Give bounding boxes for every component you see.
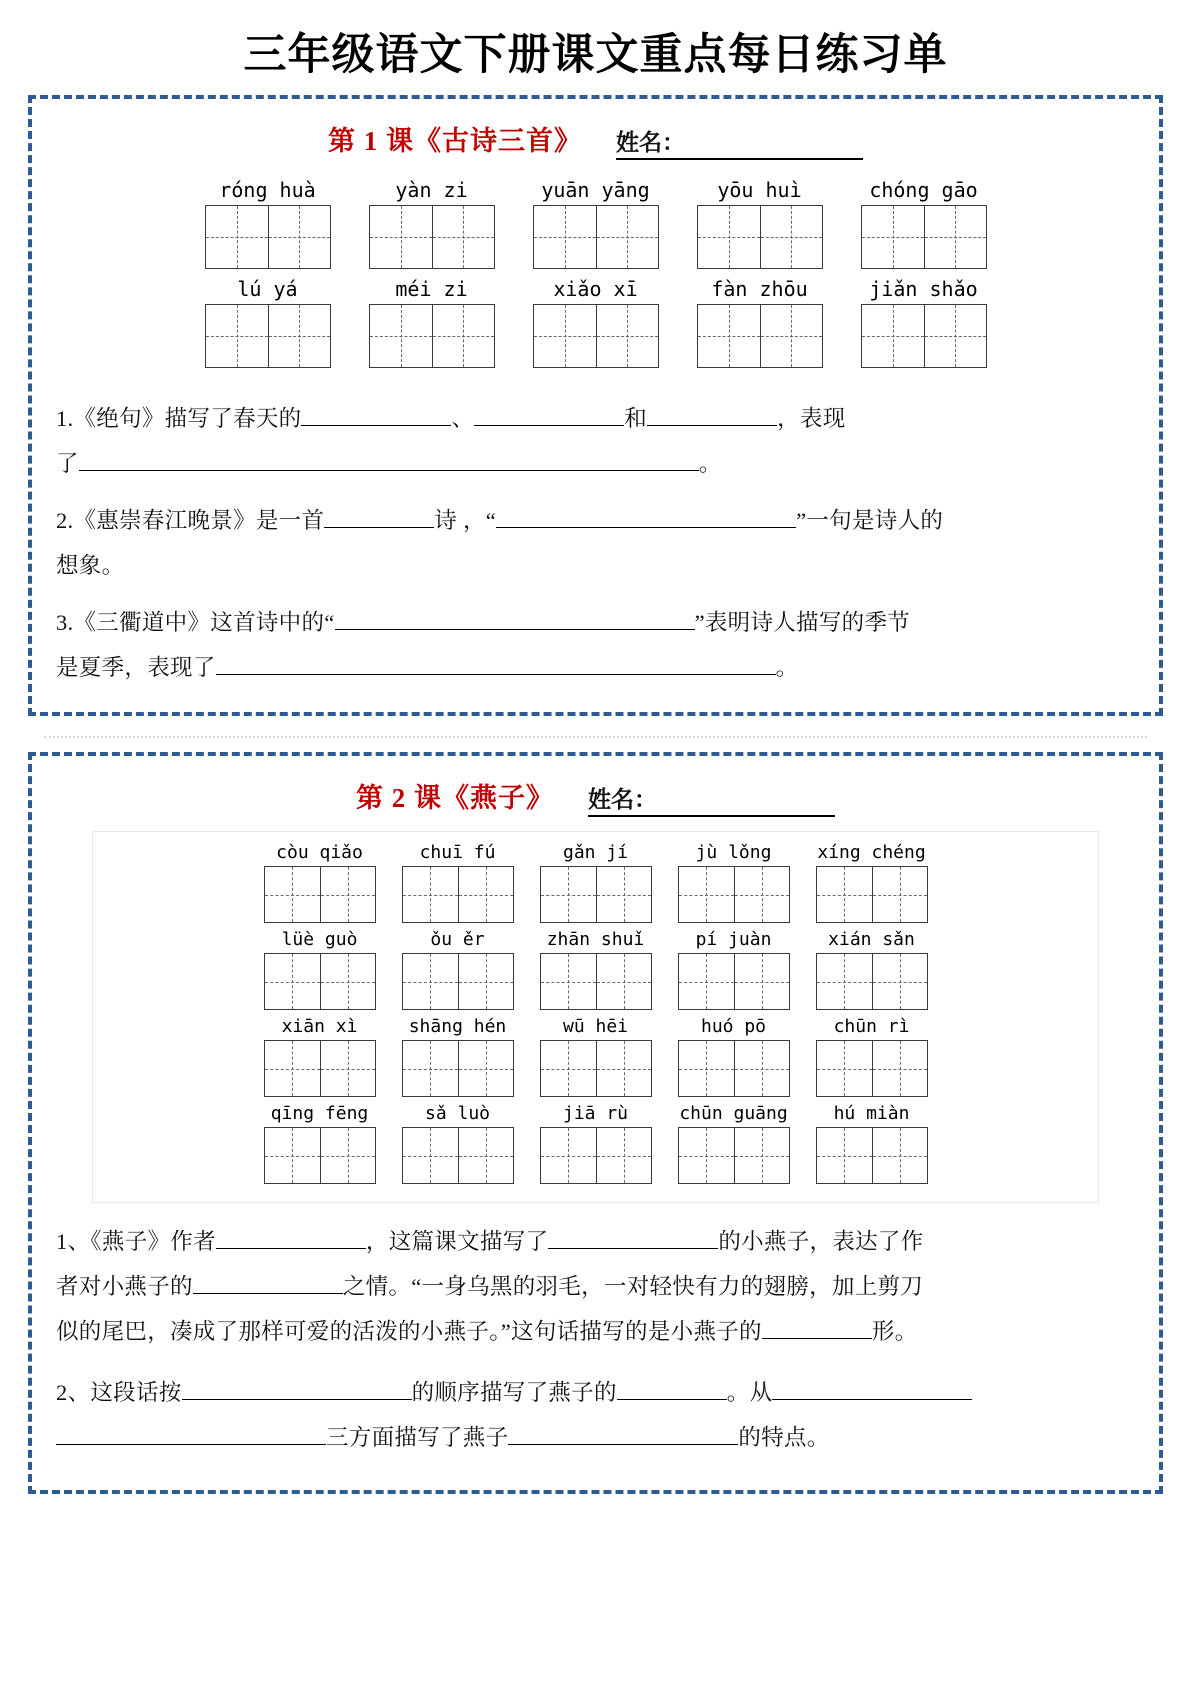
pinyin-cell [678, 1016, 790, 1097]
tianzige-square[interactable] [872, 1041, 927, 1096]
pinyin-cell [533, 178, 659, 269]
tianzige-box[interactable] [402, 1040, 514, 1097]
pinyin-cell [264, 929, 376, 1010]
answer-blank[interactable] [182, 1376, 412, 1401]
pinyin-cell [264, 1103, 376, 1184]
tianzige-square[interactable] [320, 1128, 375, 1183]
pinyin-cell [264, 1016, 376, 1097]
pinyin-cell [678, 842, 790, 923]
tianzige-box[interactable] [205, 205, 331, 269]
answer-blank[interactable] [508, 1421, 738, 1446]
pinyin-label: zhān shuǐ [546, 929, 645, 951]
tianzige-square[interactable] [734, 1041, 789, 1096]
tianzige-square[interactable] [734, 954, 789, 1009]
pinyin-cell [369, 277, 495, 368]
pinyin-cell [540, 842, 652, 923]
tianzige-box[interactable] [369, 304, 495, 368]
question-text: 的顺序描写了燕子的 [411, 1380, 617, 1406]
tianzige-square[interactable] [679, 1128, 734, 1183]
tianzige-square[interactable] [596, 305, 658, 367]
answer-blank[interactable] [474, 402, 624, 427]
tianzige-box[interactable] [816, 1127, 928, 1184]
question-text: ”表明诗人描写的季节 [694, 610, 911, 636]
answer-blank[interactable] [193, 1270, 343, 1295]
lesson-1-header [50, 113, 1141, 164]
pinyin-cell [861, 178, 987, 269]
pinyin-row [93, 1103, 1098, 1184]
pinyin-label: hú miàn [833, 1103, 910, 1125]
question-item [56, 600, 1135, 690]
tianzige-square[interactable] [734, 1128, 789, 1183]
tianzige-square[interactable] [817, 954, 872, 1009]
tianzige-square[interactable] [320, 1041, 375, 1096]
pinyin-label: chuī fú [419, 842, 496, 864]
pinyin-cell [369, 178, 495, 269]
tianzige-square[interactable] [924, 305, 986, 367]
lesson-card-2 [28, 752, 1163, 1494]
pinyin-cell [205, 178, 331, 269]
tianzige-square[interactable] [698, 305, 760, 367]
pinyin-label: jiā rù [562, 1103, 629, 1125]
question-text: 是夏季，表现了 [56, 655, 216, 681]
answer-blank[interactable] [324, 504, 434, 529]
tianzige-square[interactable] [403, 1128, 458, 1183]
lesson-card-1 [28, 95, 1163, 716]
question-text: 之情。“一身乌黑的羽毛，一对轻快有力的翅膀，加上剪刀 [342, 1274, 924, 1300]
pinyin-cell [402, 1016, 514, 1097]
pinyin-cell [816, 1103, 928, 1184]
lesson-2-questions [50, 1207, 1141, 1480]
tianzige-box[interactable] [697, 304, 823, 368]
tianzige-square[interactable] [541, 1041, 596, 1096]
tianzige-square[interactable] [370, 206, 432, 268]
tianzige-square[interactable] [698, 206, 760, 268]
name-label: 姓名： [616, 124, 685, 160]
question-text: 、 [451, 406, 475, 432]
tianzige-box[interactable] [540, 1040, 652, 1097]
tianzige-square[interactable] [268, 206, 330, 268]
pinyin-label: sǎ luò [424, 1103, 491, 1125]
pinyin-label: xíng chéng [817, 842, 926, 864]
pinyin-cell [861, 277, 987, 368]
tianzige-box[interactable] [533, 205, 659, 269]
question-text: 2.《惠崇春江晚景》是一首 [56, 508, 325, 534]
tianzige-box[interactable] [540, 866, 652, 923]
tianzige-square[interactable] [541, 954, 596, 1009]
pinyin-cell [402, 1103, 514, 1184]
tianzige-box[interactable] [369, 205, 495, 269]
tianzige-square[interactable] [596, 206, 658, 268]
tianzige-square[interactable] [862, 206, 924, 268]
pinyin-row [93, 842, 1098, 923]
tianzige-box[interactable] [678, 953, 790, 1010]
answer-blank[interactable] [216, 1225, 366, 1250]
pinyin-label: jù lǒng [695, 842, 772, 864]
lesson-2-pinyin-grid [92, 831, 1099, 1203]
pinyin-label: shāng hén [408, 1016, 507, 1038]
pinyin-label: méi zi [395, 277, 468, 302]
tianzige-square[interactable] [872, 867, 927, 922]
tianzige-box[interactable] [264, 1040, 376, 1097]
tianzige-square[interactable] [541, 1128, 596, 1183]
tianzige-square[interactable] [265, 954, 320, 1009]
tianzige-square[interactable] [596, 867, 651, 922]
tianzige-square[interactable] [458, 954, 513, 1009]
answer-blank[interactable] [548, 1225, 718, 1250]
tianzige-box[interactable] [861, 304, 987, 368]
pinyin-label: gǎn jí [562, 842, 629, 864]
question-text: 。从 [726, 1380, 773, 1406]
tianzige-box[interactable] [816, 1040, 928, 1097]
tianzige-box[interactable] [540, 1127, 652, 1184]
tianzige-square[interactable] [534, 206, 596, 268]
question-item [56, 498, 1135, 588]
pinyin-label: lüè guò [281, 929, 358, 951]
tianzige-box[interactable] [678, 866, 790, 923]
question-text: ，表现 [777, 406, 846, 432]
tianzige-square[interactable] [403, 867, 458, 922]
pinyin-label: xiǎo xī [553, 277, 638, 302]
tianzige-square[interactable] [596, 1128, 651, 1183]
pinyin-label: chūn guāng [679, 1103, 788, 1125]
question-text: 2、这段话按 [56, 1380, 182, 1406]
pinyin-label: chóng gāo [869, 178, 978, 203]
pinyin-cell [678, 1103, 790, 1184]
pinyin-cell [678, 929, 790, 1010]
name-blank-line[interactable] [657, 793, 835, 817]
question-text: 1.《绝句》描写了春天的 [56, 406, 302, 432]
tianzige-square[interactable] [817, 1041, 872, 1096]
tianzige-box[interactable] [678, 1127, 790, 1184]
answer-blank[interactable] [762, 1315, 872, 1340]
question-text: ，这篇课文描写了 [365, 1229, 549, 1255]
pinyin-cell [816, 1016, 928, 1097]
pinyin-cell [540, 929, 652, 1010]
question-text: 形。 [871, 1319, 918, 1345]
tianzige-square[interactable] [872, 1128, 927, 1183]
tianzige-square[interactable] [596, 1041, 651, 1096]
tianzige-box[interactable] [533, 304, 659, 368]
tianzige-box[interactable] [264, 953, 376, 1010]
tianzige-box[interactable] [816, 953, 928, 1010]
pinyin-label: pí juàn [695, 929, 772, 951]
tianzige-square[interactable] [541, 867, 596, 922]
tianzige-square[interactable] [265, 1128, 320, 1183]
name-label: 姓名： [588, 781, 657, 817]
tianzige-square[interactable] [924, 206, 986, 268]
question-item [56, 1370, 1135, 1460]
tianzige-square[interactable] [320, 954, 375, 1009]
answer-blank[interactable] [216, 651, 776, 676]
pinyin-cell [697, 277, 823, 368]
pinyin-row [93, 929, 1098, 1010]
tianzige-square[interactable] [403, 1041, 458, 1096]
question-text: 诗 ，“ [434, 508, 497, 534]
tianzige-square[interactable] [862, 305, 924, 367]
pinyin-label: chūn rì [833, 1016, 910, 1038]
pinyin-cell [402, 842, 514, 923]
tianzige-square[interactable] [534, 305, 596, 367]
tianzige-square[interactable] [817, 1128, 872, 1183]
answer-blank[interactable] [496, 504, 796, 529]
pinyin-cell [533, 277, 659, 368]
pinyin-label: huó pō [700, 1016, 767, 1038]
question-text: 三方面描写了燕子 [326, 1425, 509, 1451]
tianzige-box[interactable] [816, 866, 928, 923]
tianzige-box[interactable] [264, 1127, 376, 1184]
question-text: 和 [624, 406, 648, 432]
answer-blank[interactable] [335, 606, 695, 631]
tianzige-box[interactable] [697, 205, 823, 269]
pinyin-row [93, 1016, 1098, 1097]
tianzige-square[interactable] [432, 206, 494, 268]
tianzige-box[interactable] [678, 1040, 790, 1097]
tianzige-square[interactable] [872, 954, 927, 1009]
pinyin-label: wū hēi [562, 1016, 629, 1038]
answer-blank[interactable] [772, 1376, 972, 1401]
pinyin-cell [402, 929, 514, 1010]
question-text: 者对小燕子的 [56, 1274, 193, 1300]
pinyin-label: qīng fēng [270, 1103, 369, 1125]
answer-blank[interactable] [301, 402, 451, 427]
tianzige-square[interactable] [734, 867, 789, 922]
tianzige-square[interactable] [403, 954, 458, 1009]
tianzige-square[interactable] [817, 867, 872, 922]
lesson-2-title: 第 2 课《燕子》 [356, 783, 554, 814]
tianzige-square[interactable] [268, 305, 330, 367]
pinyin-cell [205, 277, 331, 368]
tianzige-box[interactable] [402, 1127, 514, 1184]
tianzige-square[interactable] [265, 1041, 320, 1096]
tianzige-square[interactable] [458, 1041, 513, 1096]
question-text: 想象。 [56, 553, 125, 579]
question-text: 的特点。 [738, 1425, 830, 1451]
pinyin-label: róng huà [219, 178, 316, 203]
lesson-2-name-field[interactable] [588, 781, 835, 817]
question-item [56, 396, 1135, 486]
pinyin-label: jiǎn shǎo [869, 277, 978, 302]
question-text: 似的尾巴，凑成了那样可爱的活泼的小燕子。”这句话描写的是小燕子的 [56, 1319, 762, 1345]
answer-blank[interactable] [647, 402, 777, 427]
pinyin-cell [697, 178, 823, 269]
question-text: 。 [698, 451, 722, 477]
tianzige-square[interactable] [458, 1128, 513, 1183]
pinyin-label: xián sǎn [828, 929, 915, 951]
question-text: 1、《燕子》作者 [56, 1229, 216, 1255]
pinyin-label: fàn zhōu [711, 277, 808, 302]
tianzige-square[interactable] [206, 305, 268, 367]
pinyin-label: yōu huì [717, 178, 802, 203]
tianzige-square[interactable] [206, 206, 268, 268]
lesson-2-header [50, 770, 1141, 821]
question-text: 。 [775, 655, 799, 681]
question-text: 了 [56, 451, 79, 477]
pinyin-label: ǒu ěr [430, 929, 485, 951]
pinyin-cell [540, 1016, 652, 1097]
question-text: 3.《三衢道中》这首诗中的“ [56, 610, 335, 636]
lesson-1-title: 第 1 课《古诗三首》 [328, 126, 582, 157]
tianzige-box[interactable] [861, 205, 987, 269]
tianzige-square[interactable] [679, 954, 734, 1009]
lesson-1-name-field[interactable] [616, 124, 863, 160]
answer-blank[interactable] [56, 1421, 326, 1446]
tianzige-box[interactable] [402, 953, 514, 1010]
question-text: ”一句是诗人的 [796, 508, 944, 534]
tianzige-box[interactable] [205, 304, 331, 368]
answer-blank[interactable] [79, 447, 699, 472]
tianzige-box[interactable] [264, 866, 376, 923]
lesson-1-questions [50, 384, 1141, 694]
question-text: 的小燕子，表达了作 [718, 1229, 924, 1255]
tianzige-box[interactable] [402, 866, 514, 923]
tianzige-square[interactable] [432, 305, 494, 367]
pinyin-label: còu qiǎo [276, 842, 363, 864]
tianzige-square[interactable] [679, 867, 734, 922]
pinyin-cell [264, 842, 376, 923]
pinyin-row [50, 178, 1141, 269]
pinyin-label: xiān xì [281, 1016, 358, 1038]
pinyin-cell [816, 842, 928, 923]
tianzige-square[interactable] [760, 206, 822, 268]
tianzige-box[interactable] [540, 953, 652, 1010]
pinyin-row [50, 277, 1141, 368]
tianzige-square[interactable] [320, 867, 375, 922]
card-separator [44, 736, 1147, 738]
pinyin-label: lú yá [237, 277, 298, 302]
name-blank-line[interactable] [685, 136, 863, 160]
tianzige-square[interactable] [370, 305, 432, 367]
pinyin-cell [816, 929, 928, 1010]
lesson-1-pinyin-grid [50, 164, 1141, 384]
answer-blank[interactable] [617, 1376, 727, 1401]
pinyin-cell [540, 1103, 652, 1184]
tianzige-square[interactable] [458, 867, 513, 922]
pinyin-label: yuān yāng [541, 178, 650, 203]
tianzige-square[interactable] [596, 954, 651, 1009]
pinyin-label: yàn zi [395, 178, 468, 203]
tianzige-square[interactable] [679, 1041, 734, 1096]
tianzige-square[interactable] [265, 867, 320, 922]
page-title: 三年级语文下册课文重点每日练习单 [243, 31, 948, 79]
question-item [56, 1219, 1135, 1354]
tianzige-square[interactable] [760, 305, 822, 367]
